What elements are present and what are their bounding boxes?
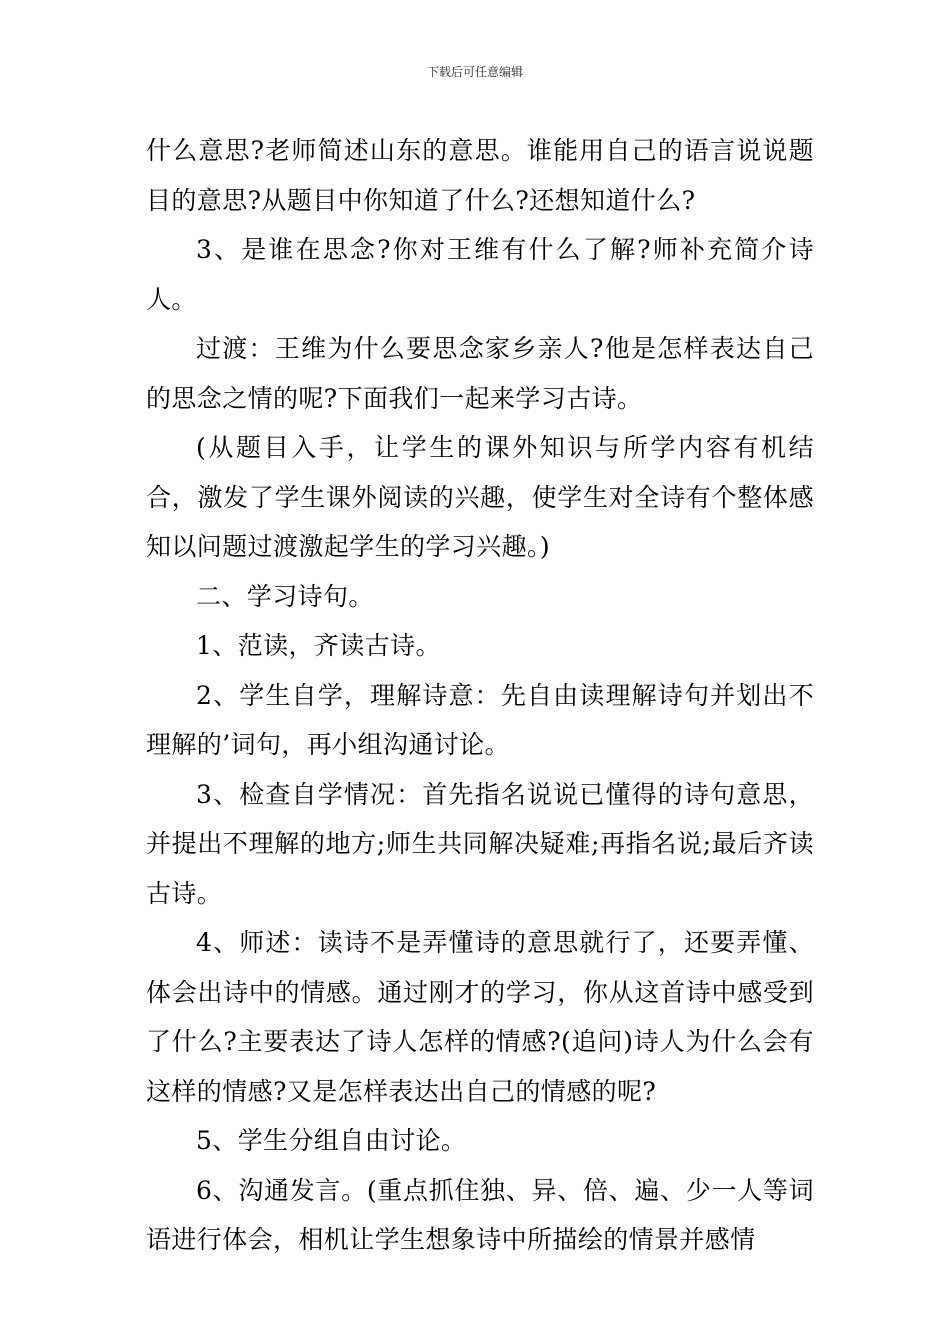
paragraph-11: 6、沟通发言。(重点抓住独、异、倍、遍、少一人等词语进行体会，相机让学生想象诗中所描绘的情景并感情 — [146, 1175, 814, 1254]
paragraph-3: 过渡：王维为什么要思念家乡亲人?他是怎样表达自己的思念之情的呢?下面我们一起来学习古诗。 — [146, 334, 814, 413]
paragraph-4: (从题目入手，让学生的课外知识与所学内容有机结合，激发了学生课外阅读的兴趣，使学生对全诗有个整体感知以问题过渡激起学生的学习兴趣。) — [146, 433, 814, 561]
paragraph-6: 1、范读，齐读古诗。 — [196, 631, 441, 660]
paragraph-1: 什么意思?老师简述山东的意思。谁能用自己的语言说说题目的意思?从题目中你知道了什么?还想知道什么? — [146, 136, 814, 215]
paragraph-2: 3、是谁在思念?你对王维有什么了解?师补充简介诗人。 — [146, 235, 814, 314]
paragraph-7: 2、学生自学，理解诗意：先自由读理解诗句并划出不理解的’词句，再小组沟通讨论。 — [146, 680, 814, 759]
paragraph-9: 4、师述：读诗不是弄懂诗的意思就行了，还要弄懂、体会出诗中的情感。通过刚才的学习，你从这首诗中感受到了什么?主要表达了诗人怎样的情感?(追问)诗人为什么会有这样的情感?又是怎样表达出自己的情感的呢? — [146, 928, 814, 1106]
paragraph-5: 二、学习诗句。 — [196, 581, 374, 611]
paragraph-10: 5、学生分组自由讨论。 — [196, 1126, 467, 1155]
page-header: 下载后可任意编辑 — [426, 65, 523, 79]
document-body — [146, 126, 814, 1265]
paragraph-8: 3、检查自学情况：首先指名说说已懂得的诗句意思，并提出不理解的地方;师生共同解决疑难;再指名说;最后齐读古诗。 — [146, 779, 814, 908]
